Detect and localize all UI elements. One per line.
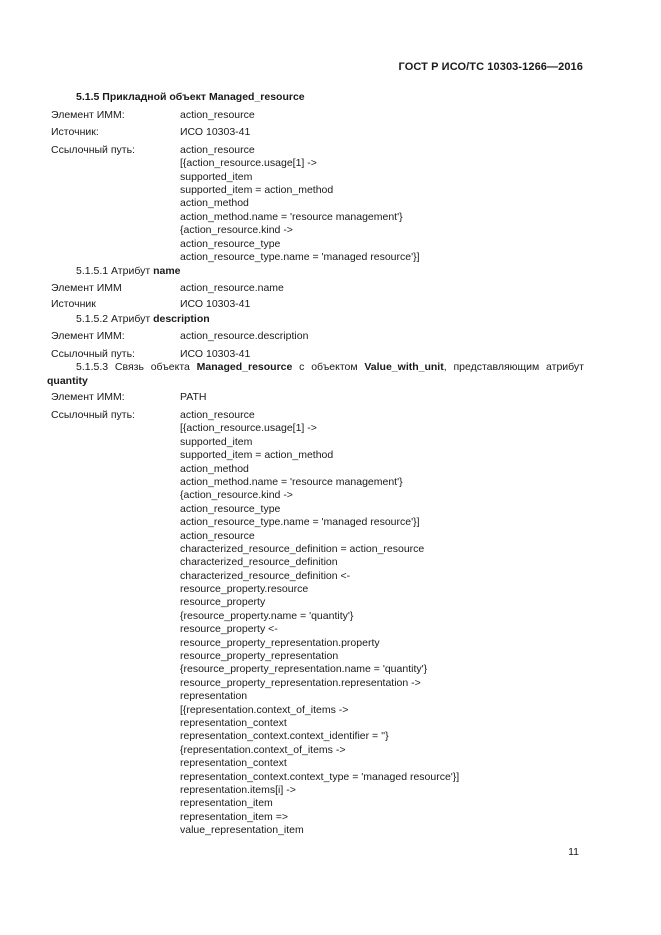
- path-line: {resource_property_representation.name = 'quantity'}: [180, 663, 428, 676]
- page-number: 11: [568, 846, 579, 858]
- path-line: action_method.name = 'resource management'}: [180, 210, 403, 223]
- path-lines: [0, 422, 661, 837]
- path-line: supported_item = action_method: [180, 449, 334, 462]
- section-5-1-5-3-table: [0, 391, 661, 404]
- reference-path-row: Ссылочный путь: ИСО 10303-41: [51, 348, 251, 361]
- row-label: Ссылочный путь:: [51, 143, 135, 156]
- row-value: action_resource: [180, 109, 255, 121]
- path-line: characterized_resource_definition: [180, 556, 338, 569]
- section-5-1-5-1-table: [0, 282, 661, 312]
- path-line: value_representation_item: [180, 824, 304, 837]
- reference-path-block: [0, 409, 661, 838]
- path-line: action_method: [180, 197, 249, 210]
- path-line: [{action_resource.usage[1] ->: [180, 157, 317, 170]
- path-line: representation_context: [180, 757, 287, 770]
- path-line: action_resource: [180, 529, 255, 542]
- mim-element-row: [0, 109, 661, 122]
- row-value: ИСО 10303-41: [180, 126, 251, 139]
- document-header: ГОСТ Р ИСО/ТС 10303-1266—2016: [398, 61, 583, 73]
- path-line: representation_context.context_type = 'managed resource'}]: [180, 770, 460, 783]
- path-line: resource_property_representation.representation ->: [180, 676, 421, 689]
- path-line: {representation.context_of_items ->: [180, 743, 346, 756]
- path-line: representation: [180, 690, 248, 703]
- section-5-1-5-2-heading: 5.1.5.2 Атрибут description: [76, 313, 210, 325]
- row-label: Элемент ИММ:: [51, 109, 125, 121]
- row-label: Ссылочный путь:: [51, 409, 135, 421]
- path-line: characterized_resource_definition <-: [180, 569, 351, 582]
- row-label: Источник:: [51, 126, 99, 139]
- section-5-1-5-2-table: [0, 330, 661, 362]
- path-line: resource_property_representation: [180, 650, 339, 663]
- section-5-1-5-1-heading: 5.1.5.1 Атрибут name: [76, 265, 181, 277]
- path-line: Ссылочный путь: action_resource: [51, 143, 255, 156]
- section-5-1-5-3-heading: [47, 360, 584, 388]
- path-line: representation_context: [180, 716, 287, 729]
- source-row: Источник ИСО 10303-41: [51, 298, 251, 311]
- path-line: action_resource_type: [180, 502, 281, 515]
- path-line: supported_item: [180, 170, 253, 183]
- path-line: action_method.name = 'resource management'}: [180, 475, 403, 488]
- path-line: supported_item = action_method: [180, 183, 334, 196]
- path-line: action_resource_type: [180, 237, 281, 250]
- mim-element-row: Элемент ИММ: action_resource.description: [51, 330, 309, 342]
- path-line: action_method: [180, 462, 249, 475]
- path-line: Ссылочный путь: action_resource: [51, 409, 255, 421]
- mim-element-row: Элемент ИММ action_resource.name: [51, 282, 284, 294]
- path-line: resource_property_representation.property: [180, 636, 380, 649]
- source-row: [0, 126, 661, 139]
- path-line: characterized_resource_definition = action_resource: [180, 542, 425, 555]
- section-5-1-5-heading: 5.1.5 Прикладной объект Managed_resource: [76, 91, 305, 103]
- path-line: resource_property.resource: [180, 583, 309, 596]
- path-line: {action_resource.kind ->: [180, 489, 293, 502]
- reference-path-row: [0, 144, 661, 265]
- path-line: [{action_resource.usage[1] ->: [180, 422, 317, 435]
- path-line: action_resource_type.name = 'managed resource'}]: [180, 516, 420, 529]
- heading-line-1: 5.1.5.3 Связь объекта Managed_resource с объектом Value_with_unit, представляющим атрибут: [76, 361, 584, 373]
- path-line: {resource_property.name = 'quantity'}: [180, 609, 354, 622]
- path-line: representation_context.context_identifier = ''}: [180, 730, 389, 743]
- heading-line-2: quantity: [47, 375, 88, 387]
- mim-element-row: Элемент ИММ: PATH: [51, 391, 207, 403]
- path-line: supported_item: [180, 435, 253, 448]
- path-line: resource_property <-: [180, 623, 278, 636]
- path-line: representation.items[i] ->: [180, 783, 296, 796]
- path-line: [{representation.context_of_items ->: [180, 703, 349, 716]
- path-line: representation_item: [180, 797, 273, 810]
- section-5-1-5-table: [0, 109, 661, 264]
- path-line: representation_item =>: [180, 810, 288, 823]
- path-line: {action_resource.kind ->: [180, 224, 293, 237]
- path-line: action_resource_type.name = 'managed resource'}]: [180, 250, 420, 263]
- path-line: resource_property: [180, 596, 266, 609]
